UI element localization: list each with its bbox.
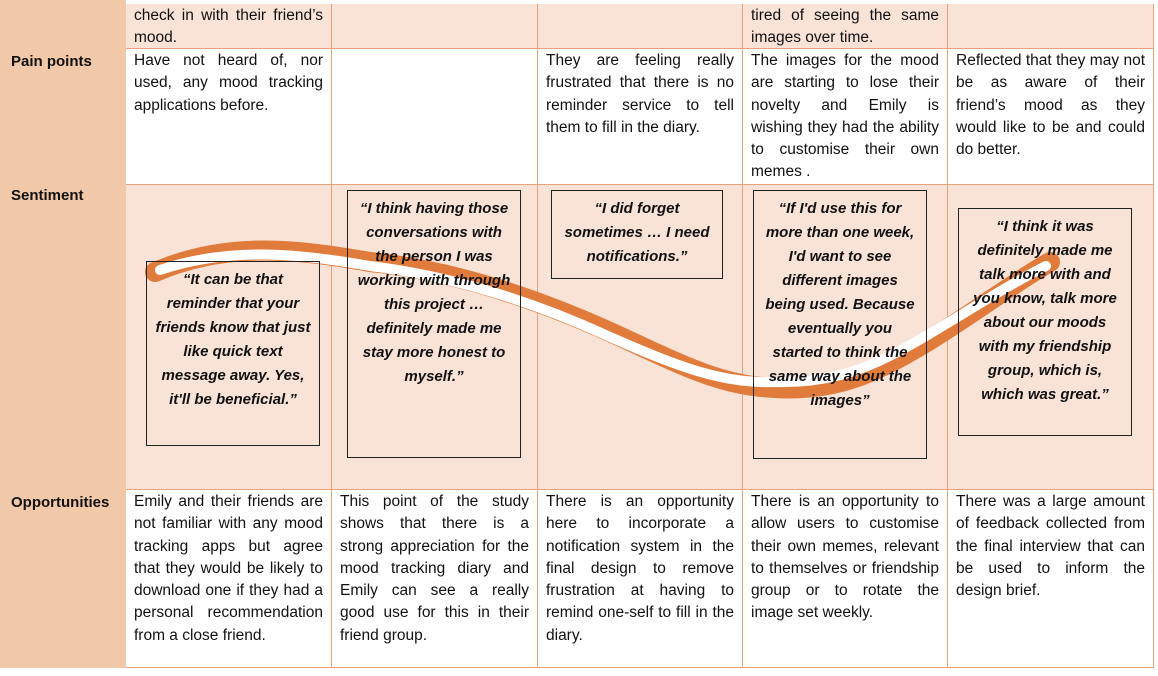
opportunity-text-5: There was a large amount of feedback collected from the final interview that can be used to inform the design brief. [956, 493, 1145, 600]
sentiment-quote-text-2: “I think having those conversations with the person I was working with through this project … definitely made me stay more honest to myself.” [357, 200, 511, 385]
sentiment-quote-3 [551, 190, 723, 279]
sentiment-quote-1 [146, 261, 320, 446]
sentiment-quote-4 [753, 190, 927, 459]
sentiment-quote-text-1: “It can be that reminder that your friends know that just like quick text message away. Yes, it'll be beneficial.” [155, 271, 311, 408]
opportunity-text-1: Emily and their friends are not familiar with any mood tracking apps but agree that they would be likely to download one if they had a personal recommendation from a close friend. [134, 493, 323, 644]
row-label-sentiment: Sentiment [11, 187, 84, 204]
sentiment-quote-5 [958, 208, 1132, 436]
opportunity-text-4: There is an opportunity to allow users to customise their own memes, relevant to themselves or friendship group or to rotate the image set weekly. [751, 493, 939, 622]
pain-point-text-4: The images for the mood are starting to lose their novelty and Emily is wishing they had the ability to customise their own memes . [751, 52, 939, 181]
row-label-pain-points: Pain points [11, 53, 92, 70]
top-cell-1-text: check in with their friend’s mood. [134, 7, 323, 47]
sentiment-quote-text-5: “I think it was definitely made me talk more with and you know, talk more about our moods with my friendship group, which is, which was great.” [973, 218, 1117, 403]
sentiment-quote-2 [347, 190, 521, 458]
pain-point-text-3: They are feeling really frustrated that there is no reminder service to tell them to fill in the diary. [546, 52, 734, 136]
opportunity-text-2: This point of the study shows that there is a strong appreciation for the mood tracking diary and Emily can see a really good use for this in their friend group. [340, 493, 529, 644]
top-cell-4-text: tired of seeing the same images over time. [751, 7, 939, 47]
sentiment-quote-text-3: “I did forget sometimes … I need notifications.” [564, 200, 710, 265]
pain-point-text-1: Have not heard of, nor used, any mood tracking applications before. [134, 52, 323, 114]
pain-point-text-5: Reflected that they may not be as aware of their friend’s mood as they would like to be and could do better. [956, 52, 1145, 159]
sentiment-quote-text-4: “If I'd use this for more than one week, I'd want to see different images being used. Because eventually you started to think the same way about the images” [765, 200, 915, 409]
row-label-opportunities: Opportunities [11, 494, 110, 511]
opportunity-text-3: There is an opportunity here to incorporate a notification system in the final design to remove frustration at having to remind one-self to fill in the diary. [546, 493, 734, 644]
